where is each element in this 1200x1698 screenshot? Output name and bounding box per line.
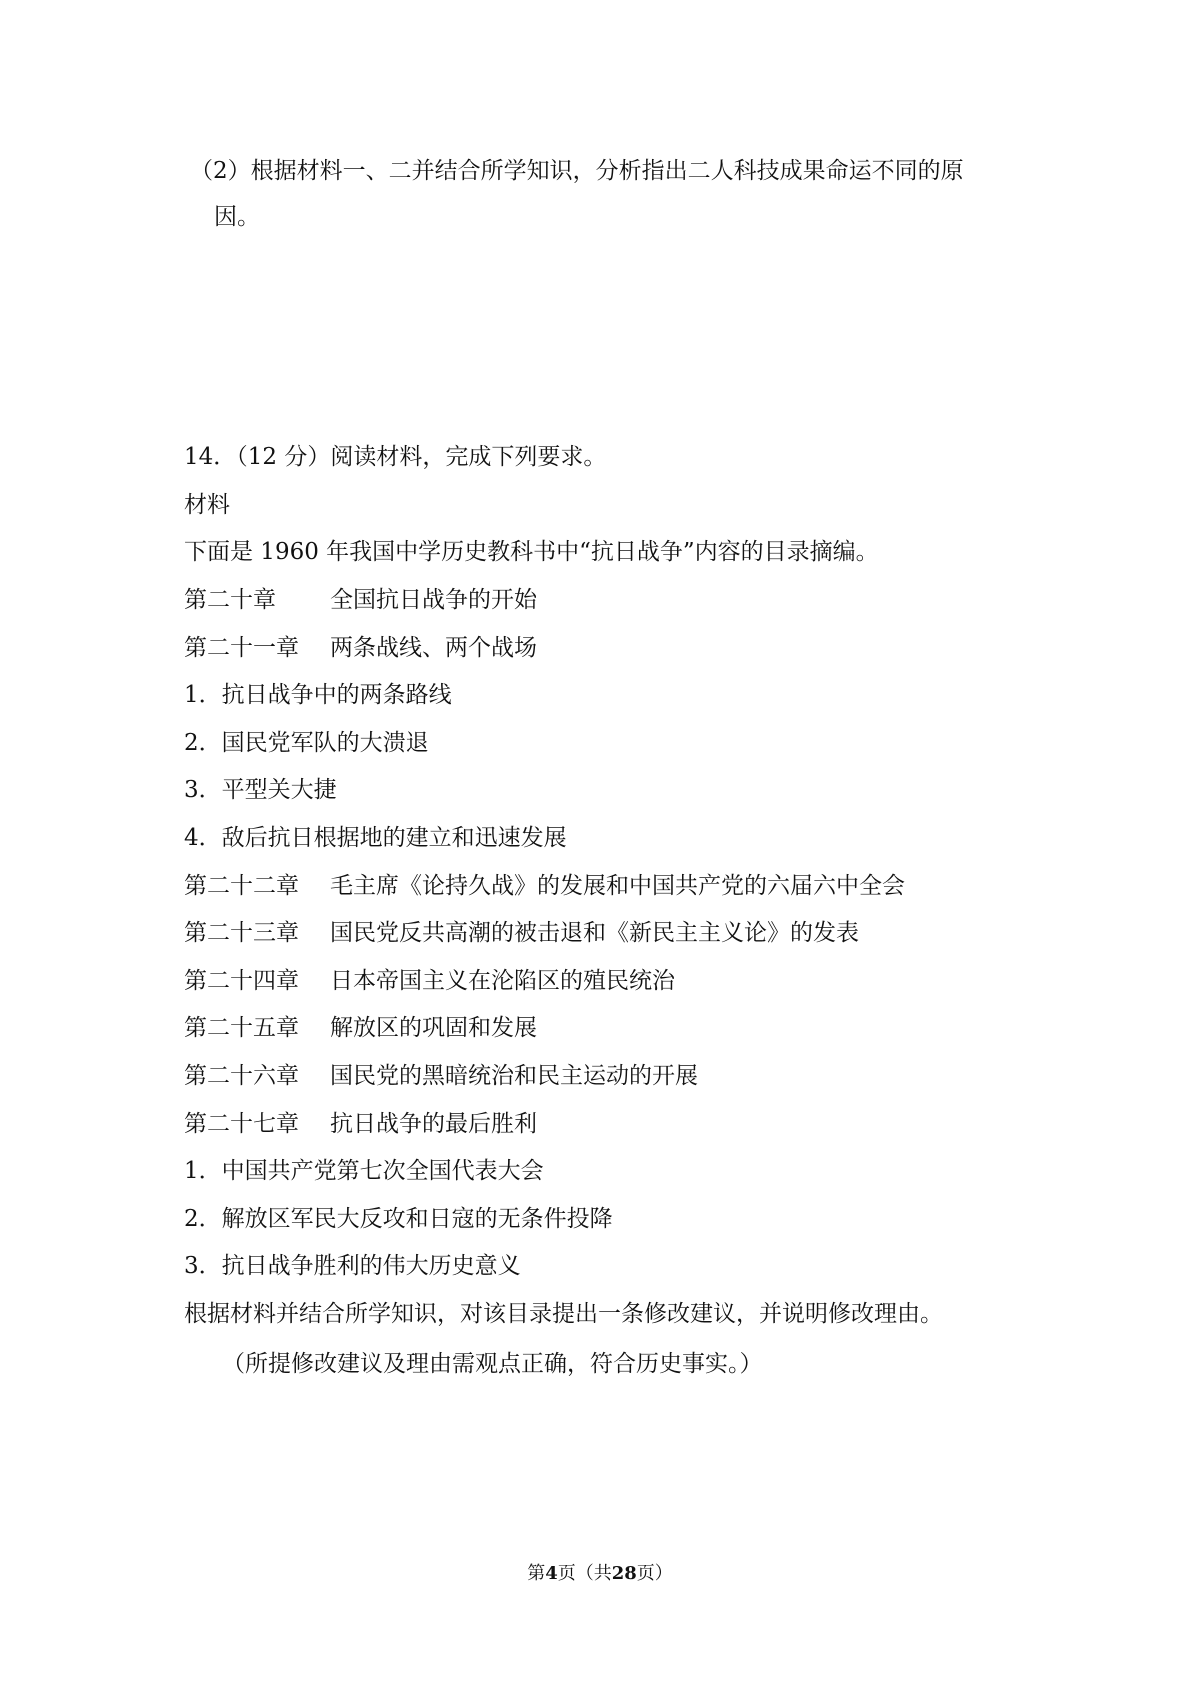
toc-entry-text: 解放区的巩固和发展	[330, 1015, 537, 1041]
toc-entry-text: 日本帝国主义在沦陷区的殖民统治	[330, 968, 675, 994]
toc-entry	[184, 775, 337, 805]
toc-entry	[184, 585, 537, 615]
toc-entry	[184, 1251, 521, 1281]
page-footer	[0, 1562, 1200, 1586]
footer-mid: 页（共	[557, 1563, 612, 1584]
toc-entry-text: 国民党反共高潮的被击退和《新民主主义论》的发表	[330, 920, 859, 946]
toc-item-number: 2．	[184, 730, 222, 756]
material-intro: 下面是 1960 年我国中学历史教科书中“抗日战争”内容的目录摘编。	[184, 539, 879, 565]
toc-item-number: 1．	[184, 1158, 222, 1184]
toc-chapter-label: 第二十七章	[184, 1111, 299, 1137]
footer-total-pages: 28	[611, 1563, 637, 1584]
toc-entry-text: 抗日战争胜利的伟大历史意义	[221, 1253, 521, 1279]
toc-item-number: 4．	[184, 825, 222, 851]
instruction: 根据材料并结合所学知识，对该目录提出一条修改建议，并说明修改理由。	[184, 1301, 943, 1327]
toc-entry-text: 抗日战争的最后胜利	[330, 1111, 537, 1137]
toc-entry	[184, 1061, 698, 1091]
toc-chapter-label: 第二十三章	[184, 920, 299, 946]
question-2-line-1: （2）根据材料一、二并结合所学知识，分析指出二人科技成果命运不同的原	[190, 158, 964, 184]
footer-page-number: 4	[545, 1563, 558, 1584]
toc-entry	[184, 966, 675, 996]
toc-entry	[184, 871, 905, 901]
question-14-heading: 14．（12 分）阅读材料，完成下列要求。	[184, 444, 607, 470]
toc-entry-text: 国民党的黑暗统治和民主运动的开展	[330, 1063, 698, 1089]
toc-chapter-label: 第二十二章	[184, 873, 299, 899]
toc-entry-text: 平型关大捷	[221, 777, 337, 803]
toc-entry-text: 解放区军民大反攻和日寇的无条件投降	[221, 1206, 613, 1232]
toc-chapter-label: 第二十五章	[184, 1015, 299, 1041]
toc-entry	[184, 1156, 544, 1186]
toc-entry	[184, 823, 567, 853]
material-label: 材料	[184, 492, 230, 518]
footer-pre: 第	[527, 1563, 546, 1584]
toc-chapter-label: 第二十一章	[184, 635, 299, 661]
toc-chapter-label: 第二十六章	[184, 1063, 299, 1089]
toc-entry	[184, 1013, 537, 1043]
toc-item-number: 1．	[184, 682, 222, 708]
toc-entry	[184, 918, 859, 948]
toc-entry-text: 国民党军队的大溃退	[221, 730, 429, 756]
toc-chapter-label: 第二十章	[184, 587, 276, 613]
toc-entry	[184, 680, 452, 710]
toc-entry	[184, 728, 429, 758]
toc-entry	[184, 1109, 537, 1139]
toc-item-number: 3．	[184, 1253, 222, 1279]
footer-post: 页）	[636, 1563, 673, 1584]
toc-entry-text: 中国共产党第七次全国代表大会	[221, 1158, 544, 1184]
toc-entry	[184, 633, 537, 663]
toc-entry-text: 抗日战争中的两条路线	[221, 682, 452, 708]
toc-chapter-label: 第二十四章	[184, 968, 299, 994]
toc-entry-text: 毛主席《论持久战》的发展和中国共产党的六届六中全会	[330, 873, 905, 899]
instruction-note: （所提修改建议及理由需观点正确，符合历史事实。）	[222, 1351, 763, 1377]
question-2-line-2: 因。	[214, 204, 260, 230]
toc-entry	[184, 1204, 613, 1234]
toc-entry-text: 敌后抗日根据地的建立和迅速发展	[221, 825, 567, 851]
toc-item-number: 3．	[184, 777, 222, 803]
toc-item-number: 2．	[184, 1206, 222, 1232]
toc-entry-text: 全国抗日战争的开始	[330, 587, 537, 613]
toc-entry-text: 两条战线、两个战场	[330, 635, 537, 661]
